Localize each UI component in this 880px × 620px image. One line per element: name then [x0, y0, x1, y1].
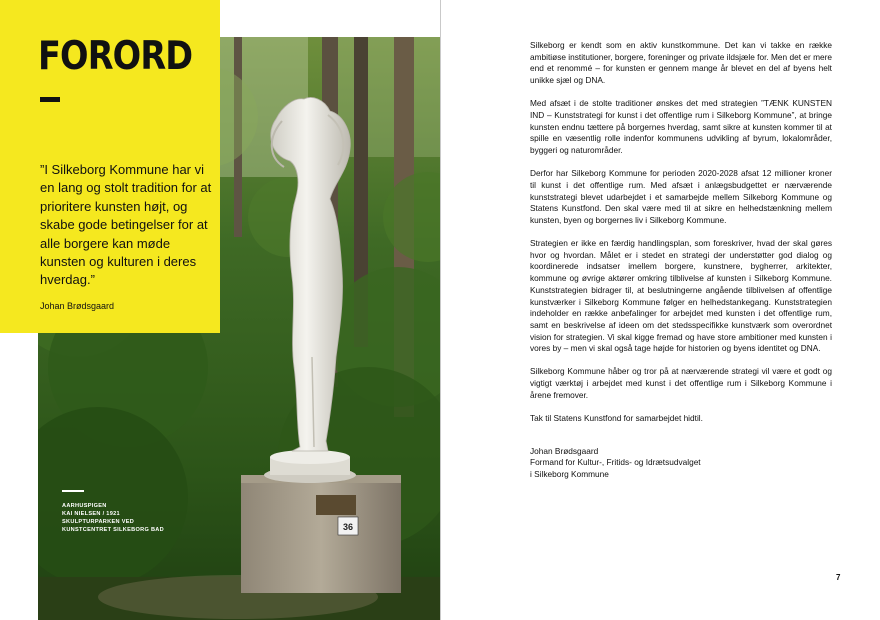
page-number: 7	[836, 573, 841, 582]
caption-line: KAI NIELSEN / 1921	[62, 511, 120, 517]
body-paragraph: Derfor har Silkeborg Kommune for perioden 2020-2028 afsat 12 millioner kroner til kunst i det offentlige rum. Med afsæt i anlægsbudgettet er nærværende kunststrategi blevet udarbejdet i et samarbejde mellem Silkeborg Kommune og Statens Kunstfond. Den skal være med til at sikre en helhedstænkning mellem kunsten, byen og borgernes liv i Silkeborg Kommune.	[530, 168, 832, 225]
body-paragraph: Tak til Statens Kunstfond for samarbejdet hidtil.	[530, 412, 703, 423]
photo-caption	[62, 490, 192, 534]
caption-line: AARHUSPIGEN	[62, 503, 107, 509]
signature-org: i Silkeborg Kommune	[530, 469, 609, 480]
body-paragraph: Med afsæt i de stolte traditioner ønskes det med strategien ”TÆNK KUNSTEN IND – Kunststrategi for kunst i det offentlige rum i Silkeborg Kommune”, at bringe kunsten endnu tættere på borgernes hverdag, samt sikre at kunsten kommer til at spille en væsentlig rolle indenfor kommunens udvikling af byrum, lokalområder, byggeri og naturområder.	[530, 98, 832, 156]
body-paragraph: Silkeborg er kendt som en aktiv kunstkommune. Det kan vi takke en række ambitiøse institutioner, borgere, foreninger og private ildsjæle for. Men det er mere end et renommé – for kunsten er gennem mange år blevet en del af byens helt unikke sjæl og DNA.	[530, 40, 832, 86]
caption-line: KUNSTCENTRET SILKEBORG BAD	[62, 527, 164, 533]
body-paragraph: Strategien er ikke en færdig handlingsplan, som foreskriver, hvad der skal gøres hvor og hvordan. Målet er i stedet en strategi der understøtter god dialog og koordinerede indsatser imellem borgere, kunstnere, bygherrer, arkitekter, kommune og øvrige aktører omkring tilblivelse af kunsten i Silkeborg Kommune. Kunststrategien bidrager til, at beslutningerne angående tilblivelsen af offentlige kunstværker i Silkeborg Kommune følger en helhedstankegang. Kunststrategien indeholder en række anbefalinger for arbejdet med kunsten i det offentlige rum, samt en beskrivelse af ideen om det stedsspecifikke kunstværk som overordnet vision for strategien. Vi skal kigge fremad og have store ambitioner med kunsten i vores by – men vi skal også tage højde for historien og byens identitet og DNA.	[530, 238, 832, 354]
page-title: FORORD	[38, 34, 193, 79]
title-divider	[40, 97, 60, 102]
quote-author: Johan Brødsgaard	[40, 301, 115, 311]
foreword-body	[530, 40, 832, 481]
signature-block	[530, 446, 832, 481]
body-paragraph: Silkeborg Kommune håber og tror på at nærværende strategi vil være et godt og vigtigt værktøj i arbejdet med kunst i det offentlige rum i Silkeborg Kommune i årene fremover.	[530, 366, 832, 400]
right-page	[441, 0, 880, 620]
plinth-number-sign: 36	[342, 522, 354, 532]
signature-name: Johan Brødsgaard	[530, 445, 599, 456]
caption-divider	[62, 490, 84, 492]
signature-role: Formand for Kultur-, Fritids- og Idrætsudvalget	[530, 457, 701, 468]
pull-quote: ”I Silkeborg Kommune har vi en lang og stolt tradition for at prioritere kunsten højt, og skabe gode betingelser for at alle borgere kan møde kunsten og kulturen i deres hverdag.”	[40, 162, 212, 288]
caption-line: SKULPTURPARKEN VED	[62, 519, 135, 525]
